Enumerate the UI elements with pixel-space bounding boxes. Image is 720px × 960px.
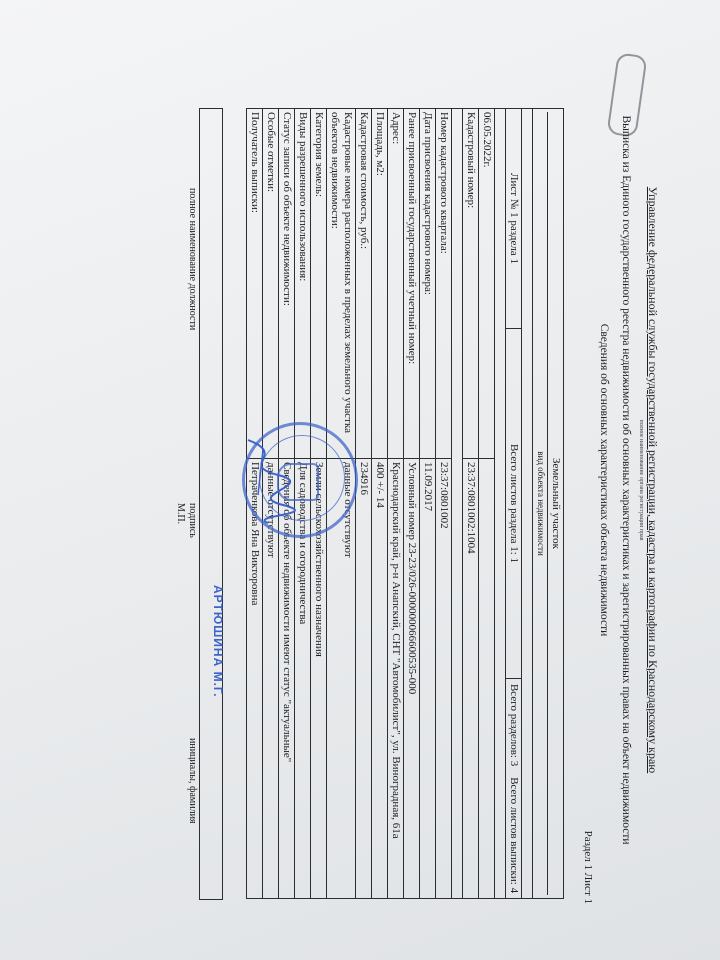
field-value: Сведения об объекте недвижимости имеют статус "актуальные" [279, 459, 295, 899]
field-label: Адрес: [388, 109, 404, 459]
field-value: Условный номер 23-23/026-000000066600535-000 [404, 459, 420, 899]
section-reference: Раздел 1 Лист 1 [582, 830, 594, 904]
authority-note: полное наименование органа регистрации прав [638, 419, 644, 541]
field-row [388, 109, 404, 899]
signature-row [199, 108, 223, 900]
object-type-note: вид объекта недвижимости [534, 112, 548, 895]
field-label: Ранее присвоенный государственный учетный номер: [404, 109, 420, 459]
field-label: Получатель выписки: [247, 109, 263, 459]
field-label: Номер кадастрового квартала: [436, 109, 452, 459]
sheets-in-section: Всего листов раздела 1: 1 [506, 329, 522, 679]
field-row [420, 109, 436, 899]
field-label: Кадастровая стоимость, руб.: [356, 109, 372, 459]
spacer-row [522, 109, 533, 899]
field-label: Кадастровые номера расположенных в пределах земельного участка объектов недвижимости: [327, 109, 356, 459]
handwritten-signature [228, 435, 298, 525]
field-row [356, 109, 372, 899]
spacer-row [452, 109, 463, 899]
sheet-number: Лист № 1 раздела 1 [506, 109, 522, 329]
object-type [533, 109, 564, 899]
field-row [404, 109, 420, 899]
sections-total [506, 679, 522, 899]
field-value: 23:37:0801002 [436, 459, 452, 899]
field-value: Земли сельскохозяйственного назначения [311, 459, 327, 899]
field-label: Особые отметки: [263, 109, 279, 459]
document-title: Выписка из Единого государственного реестра недвижимости об основных характеристиках и зарегистрированных правах на объект недвижимости [620, 115, 632, 845]
record-date: 06.05.2022г. [479, 109, 495, 459]
stamp-name: АРТЮШИНА М.Г. [211, 585, 225, 698]
field-row [436, 109, 452, 899]
mp-label: М.П. [175, 503, 186, 525]
field-value: 234916 [356, 459, 372, 899]
field-value: Петраченкова Яна Викторовна [247, 459, 263, 899]
cadastral-number-value: 23:37:0801002:1004 [463, 459, 479, 899]
field-label: Площадь, м2: [372, 109, 388, 459]
field-row [372, 109, 388, 899]
document-page [148, 50, 668, 910]
section-title: Сведения об основных характеристиках объекта недвижимости [598, 323, 610, 637]
spacer-row [495, 109, 506, 899]
object-type-value: Земельный участок [550, 458, 562, 549]
field-value: данные отсутствуют [263, 459, 279, 899]
sheets-total-text: Всего листов выписки: 4 [508, 777, 520, 894]
field-label: Виды разрешенного использования: [295, 109, 311, 459]
sections-total-text: Всего разделов: 3 [508, 683, 520, 767]
field-value: Для садоводства и огородничества [295, 459, 311, 899]
field-value: Краснодарский край, р-н Анапский, СНТ "Автомобилист", ул. Виноградная, 61а [388, 459, 404, 899]
field-label: Дата присвоения кадастрового номера: [420, 109, 436, 459]
initials-label: инициалы, фамилия [187, 738, 198, 824]
field-value: данные отсутствуют [327, 459, 356, 899]
field-value: 11.09.2017 [420, 459, 436, 899]
record-date-blank [479, 459, 495, 899]
position-label: полное наименование должности [187, 188, 198, 331]
sign-label: подпись [187, 503, 198, 538]
issuing-authority: Управление федеральной службы государственной регистрации, кадастра и картографии по Краснодарскому краю [646, 186, 660, 774]
field-value: 400 +/- 14 [372, 459, 388, 899]
field-label: Категория земель: [311, 109, 327, 459]
field-label: Статус записи об объекте недвижимости: [279, 109, 295, 459]
cadastral-number-label: Кадастровый номер: [463, 109, 479, 459]
